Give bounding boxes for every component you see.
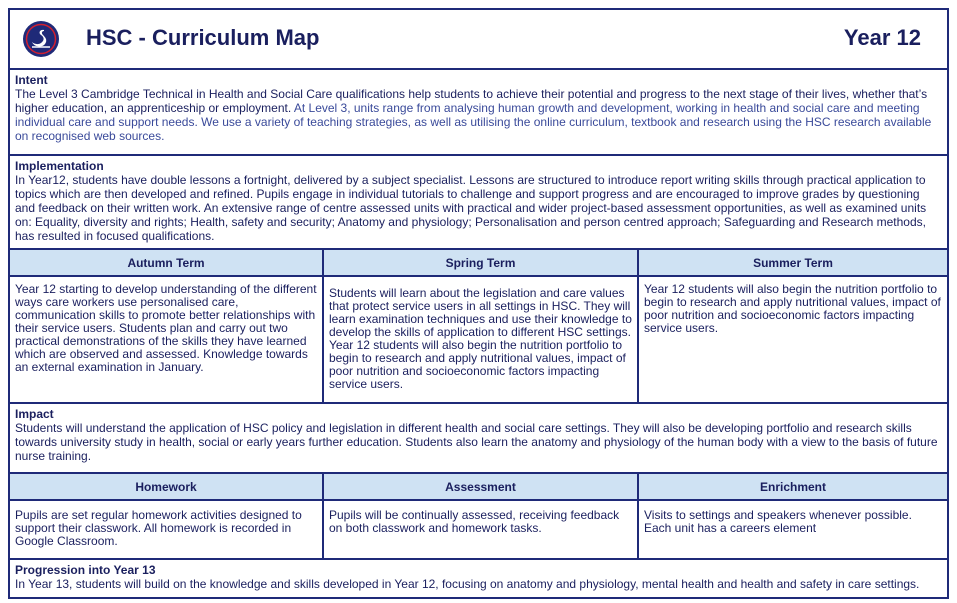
page-header	[10, 10, 947, 70]
autumn-term-text: Year 12 starting to develop understanding of the different ways care workers use personalised care, communication skills to promote better relationships with their service users. Students plan and carry out two practical demonstrations of the skills they have learned which are observed and assessed. Knowledge towards an external examination in January.	[15, 282, 317, 374]
progression-text: In Year 13, students will build on the knowledge and skills developed in Year 12, focusing on anatomy and physiology, mental health and health and safety in care settings.	[15, 577, 920, 591]
autumn-term-column	[10, 250, 324, 402]
year-label: Year 12	[843, 25, 921, 50]
impact-section	[10, 404, 947, 474]
assessment-column	[324, 474, 639, 558]
implementation-section	[10, 156, 947, 250]
spring-term-heading: Spring Term	[324, 250, 637, 277]
enrichment-text: Visits to settings and speakers whenever possible. Each unit has a careers element	[644, 508, 912, 535]
enrichment-heading: Enrichment	[639, 474, 947, 501]
intent-section	[10, 70, 947, 156]
assessment-text: Pupils will be continually assessed, receiving feedback on both classwork and homework tasks.	[329, 508, 620, 535]
homework-column	[10, 474, 324, 558]
implementation-heading: Implementation	[15, 159, 104, 173]
intent-text-a: The Level 3 Cambridge Technical in Health and Social Care qualifications help students to achieve their potential and progress to the next stage of their lives, whether that’s higher education, an apprenticeship or employment.	[15, 87, 928, 115]
implementation-text: In Year12, students have double lessons a fortnight, delivered by a subject specialist. Lessons are structured to introduce report writing skills through practical application to topics which are then developed and refined. Pupils engage in individual tutorials to challenge and support progress and are encouraged to improve grades by questioning and feedback on their written work. An extensive range of centre assessed units with practical and wider project-based assessment opportunities, as well as examined units on: Equality, diversity and rights; Health, safety and security; Anatomy and physiology; Personalisation and person centred approach; Safeguarding and Research methods, has resulted in focused qualifications.	[15, 173, 927, 243]
progression-heading: Progression into Year 13	[15, 563, 156, 577]
terms-table	[10, 250, 947, 404]
summer-term-column	[639, 250, 947, 402]
autumn-term-heading: Autumn Term	[10, 250, 322, 277]
summer-term-text: Year 12 students will also begin the nutrition portfolio to begin to research and apply nutritional values, impact of poor nutrition and socioeconomic factors impacting service users.	[644, 282, 941, 335]
homework-heading: Homework	[10, 474, 322, 501]
intent-text	[15, 87, 942, 143]
impact-text: Students will understand the application of HSC policy and legislation in different health and social care settings. They will also be developing portfolio and research skills towards university study in health, social or early years further education. Students also learn the anatomy and physiology of the human body with a view to the basis of future nurse training.	[15, 421, 938, 463]
spring-term-text: Students will learn about the legislation and care values that protect service users in all settings in HSC. They will learn examination techniques and use their knowledge to develop the skills of application to different HSC settings. Year 12 students will also begin the nutrition portfolio to begin to research and apply nutritional values, impact of poor nutrition and socioeconomic factors impacting service users.	[329, 286, 632, 391]
assessment-heading: Assessment	[324, 474, 637, 501]
extras-table	[10, 474, 947, 560]
intent-heading: Intent	[15, 73, 48, 87]
impact-heading: Impact	[15, 407, 54, 421]
school-swan-logo	[22, 20, 60, 58]
homework-text: Pupils are set regular homework activities designed to support their classwork. All homework is recorded in Google Classroom.	[15, 508, 302, 548]
curriculum-map	[8, 8, 949, 599]
intent-text-b: At Level 3, units range from analysing human growth and development, working in health and social care and meeting individual care and support needs. We use a variety of teaching strategies, as well as utilising the online curriculum, textbook and research using the HSC research available on recognised web sources.	[15, 101, 932, 143]
spring-term-column	[324, 250, 639, 402]
progression-section	[10, 560, 947, 597]
enrichment-column	[639, 474, 947, 558]
summer-term-heading: Summer Term	[639, 250, 947, 277]
page-title: HSC - Curriculum Map	[86, 25, 320, 50]
